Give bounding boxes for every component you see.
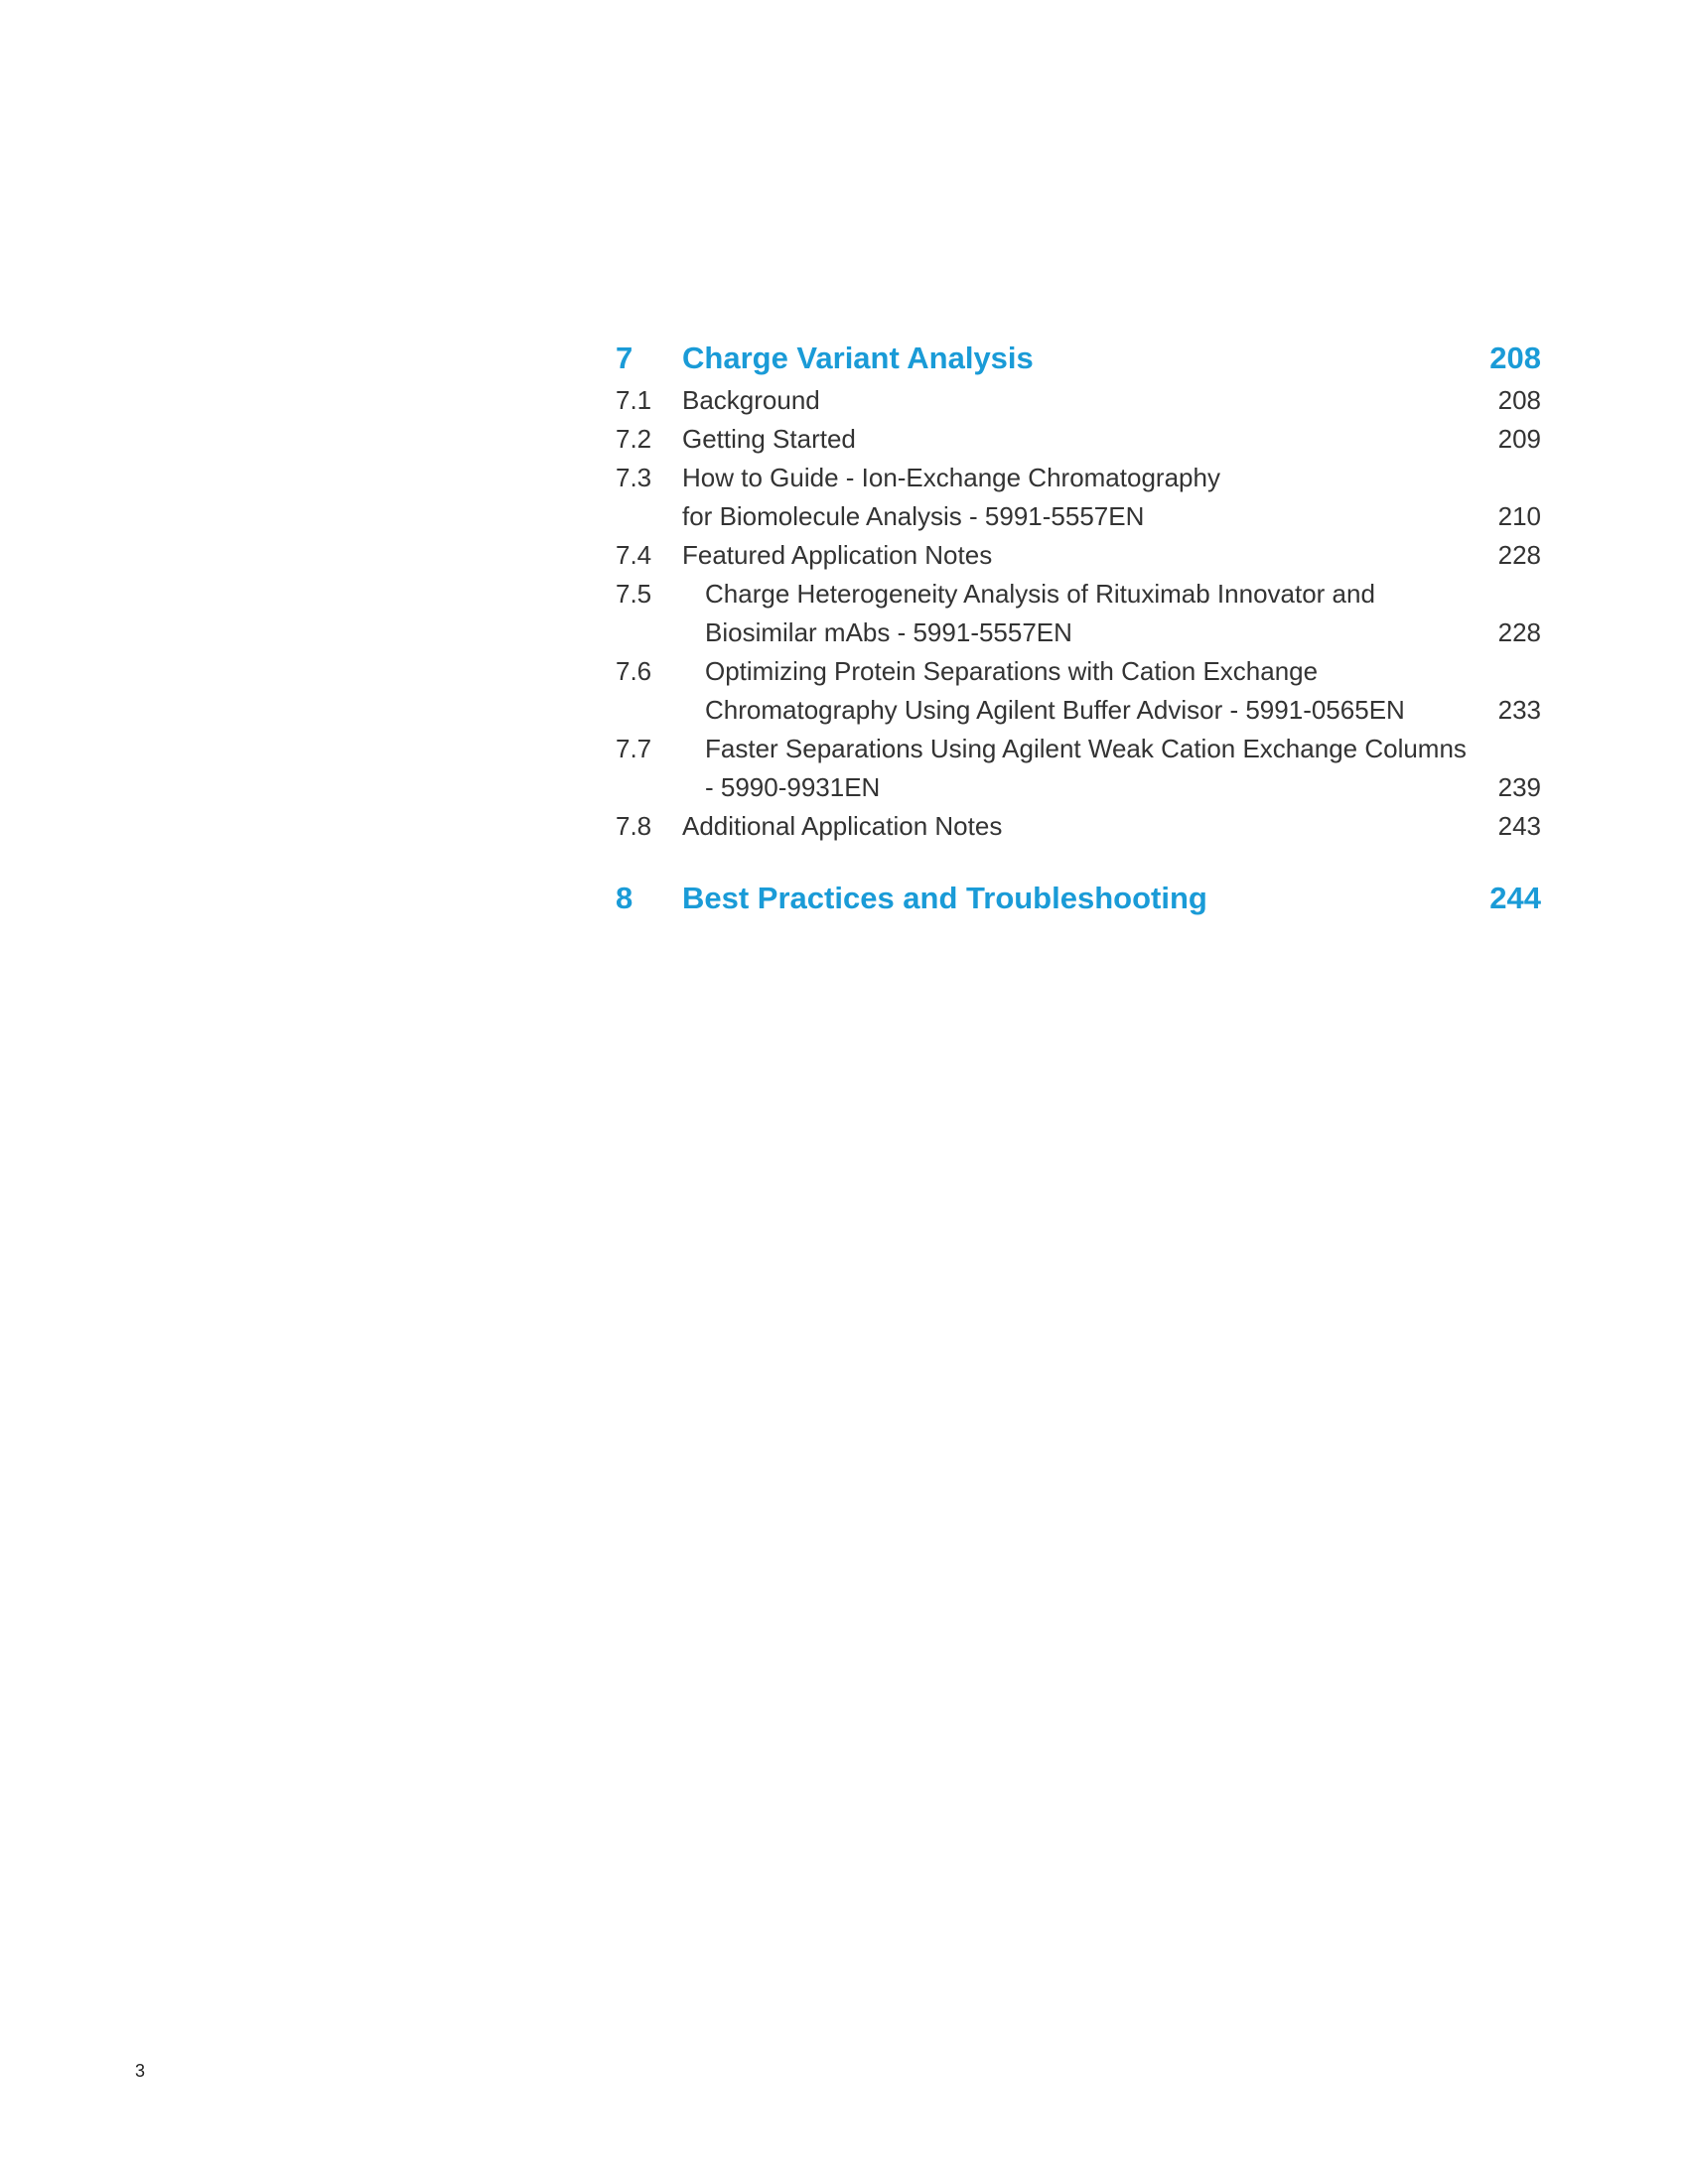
chapter-title: Best Practices and Troubleshooting [682, 881, 1207, 915]
table-of-contents [616, 336, 1541, 921]
entry-page-number: 239 [1497, 772, 1541, 802]
entry-number: 7.6 [616, 656, 652, 686]
entry-page-number: 233 [1497, 695, 1541, 725]
entry-title-line: Biosimilar mAbs - 5991-5557EN [705, 617, 1072, 647]
entry-number: 7.4 [616, 540, 652, 570]
chapter-title: Charge Variant Analysis [682, 341, 1034, 375]
entry-title-line: Additional Application Notes [682, 811, 1003, 841]
entry-page-number: 210 [1497, 501, 1541, 531]
entry-title-line: Chromatography Using Agilent Buffer Advisor - 5991-0565EN [705, 695, 1405, 725]
entry-page-number: 228 [1497, 540, 1541, 570]
toc-section [616, 876, 1541, 921]
page-number: 3 [135, 2061, 146, 2081]
toc-entry[interactable] [616, 807, 1541, 846]
entry-number: 7.3 [616, 463, 652, 492]
toc-entry[interactable] [616, 459, 1541, 536]
entry-title-line: Getting Started [682, 424, 856, 454]
entry-number: 7.7 [616, 734, 652, 763]
entry-page-number: 208 [1497, 385, 1541, 415]
entry-page-number: 209 [1497, 424, 1541, 454]
entry-title-line: - 5990-9931EN [705, 772, 881, 802]
entry-title-line: Faster Separations Using Agilent Weak Cation Exchange Columns [705, 734, 1467, 763]
chapter-number: 8 [616, 881, 633, 915]
chapter-page-number: 244 [1489, 881, 1541, 915]
entry-title-line: Optimizing Protein Separations with Cation Exchange [705, 656, 1319, 686]
entry-page-number: 228 [1497, 617, 1541, 647]
entry-number: 7.8 [616, 811, 652, 841]
chapter-number: 7 [616, 341, 633, 375]
toc-section [616, 336, 1541, 846]
entry-number: 7.1 [616, 385, 652, 415]
toc-entry[interactable] [616, 420, 1541, 459]
chapter-page-number: 208 [1489, 341, 1541, 375]
entry-title-line: How to Guide - Ion-Exchange Chromatography [682, 463, 1220, 492]
entry-title-line: Featured Application Notes [682, 540, 993, 570]
toc-entry[interactable] [616, 575, 1541, 652]
entry-title-line: Background [682, 385, 820, 415]
toc-entry[interactable] [616, 536, 1541, 575]
toc-entry[interactable] [616, 381, 1541, 420]
toc-chapter-heading[interactable] [616, 876, 1541, 921]
entry-title-line: Charge Heterogeneity Analysis of Rituximab Innovator and [705, 579, 1375, 609]
entry-number: 7.5 [616, 579, 652, 609]
toc-chapter-heading[interactable] [616, 336, 1541, 381]
entry-number: 7.2 [616, 424, 652, 454]
toc-entry[interactable] [616, 652, 1541, 730]
toc-entry[interactable] [616, 730, 1541, 807]
entry-title-line: for Biomolecule Analysis - 5991-5557EN [682, 501, 1145, 531]
entry-page-number: 243 [1497, 811, 1541, 841]
